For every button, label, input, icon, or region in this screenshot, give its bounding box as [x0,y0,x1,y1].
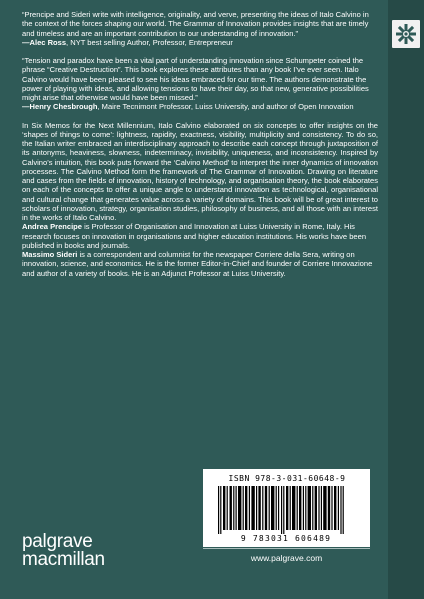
isbn-label: ISBN 978-3-031-60648-9 [228,474,346,483]
author-bio-2-text: is a correspondent and columnist for the newspaper Corriere della Sera, writing on innovation, science, and economics. He is the former Editor-in-Chief and founder of Corriere Innovazione and author of a variety of books. He is an Adjunct Professor at Luiss University. [22,250,373,278]
publisher-logo-line2: macmillan [22,549,105,570]
barcode-bars [204,484,369,536]
springer-horse-logo-icon [392,20,420,48]
quote-2-author: —Henry Chesbrough [22,102,98,112]
publisher-logo [22,533,142,569]
isbn-barcode [203,469,370,547]
publisher-website[interactable]: www.palgrave.com [203,548,370,567]
quote-2 [22,56,378,112]
publisher-logo-line1: palgrave [22,531,93,552]
quote-1-author: —Alec Ross [22,37,67,47]
side-strip [388,0,424,599]
quote-2-text: “Tension and paradox have been a vital part of understanding innovation since Schumpeter coined the phrase “Creative Destruction”. This book explores these attributes than any book I’ve ever seen. Italo Calvino would have been pleased to see his ideas embraced for our time. The authors demonstrate the power of playing with ideas, and allowing tensions to have their day, so that new, generative possibilities might arise that otherwise would have been missed.” [22,56,369,102]
quote-2-role: , Maire Tecnimont Professor, Luiss University, and author of Open Innovation [97,102,354,112]
quote-2-attribution [22,102,378,111]
author-bio-1 [22,222,378,250]
author-bio-1-text: is Professor of Organisation and Innovation at Luiss University in Rome, Italy. His research focuses on innovation in organisations and higher education institutions. His works have been published in books and journals. [22,222,367,250]
isbn-digits: 9 783031 606489 [240,534,332,543]
publisher-badge [392,20,420,48]
quote-1-role: , NYT best selling Author, Professor, Entrepreneur [66,37,233,47]
back-cover-text [22,10,378,278]
author-bio-2-name: Massimo Sideri [22,250,78,259]
quote-1-attribution [22,38,378,47]
quote-1-text: “Prencipe and Sideri write with intelligence, originality, and verve, presenting the ideas of Italo Calvino in the context of the forces shaping our world. The Grammar of Innovation provides insights that are timely and timeless and are an important contribution to our understanding of innovation.” [22,10,369,38]
book-description: In Six Memos for the Next Millennium, Italo Calvino elaborated on six concepts to offer insights on the ‘shapes of things to come’: lightness, rapidity, exactness, visibility, multiplicity and consistency. To do so, the Italian writer embraced an interdisciplinary approach to describe each concept through juxtaposition of its antonyms, heaviness, slowness, indeterminacy, invisibility, uniqueness, and inconsistency. Inspired by Calvino’s intuition, this book puts forward the ‘Calvino Method’ to interpret the inner dynamics of innovation processes. The Calvino Method form the framework of The Grammar of Innovation. Drawing on literature and cases from the fields of innovation, history of technology, and organisation theory, the book elaborates on each of the concepts to offer a unique angle to understand innovation as technological, organisational and cultural change that generates value across a variety of domains. This book will be of great interest to scholars of innovation, strategy, organisation studies, philosophy of business, and all those with an interest in the works of Italo Calvino. [22,120,378,222]
quote-1 [22,10,378,47]
author-bio-2 [22,250,378,278]
author-bio-1-name: Andrea Prencipe [22,222,82,232]
